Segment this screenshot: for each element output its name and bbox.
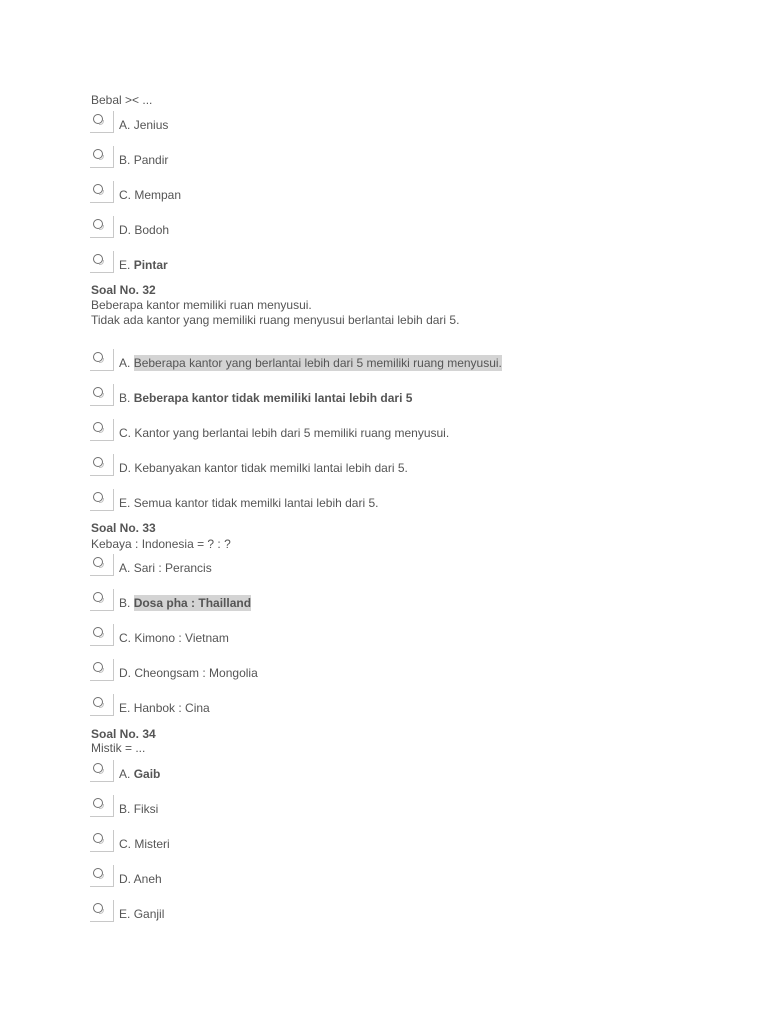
- option-text: Pandir: [133, 153, 169, 167]
- option-letter: B.: [119, 802, 131, 816]
- answer-option[interactable]: [90, 181, 690, 205]
- radio-circle-icon: [93, 557, 103, 567]
- radio-button[interactable]: [90, 659, 114, 681]
- radio-button[interactable]: [90, 760, 114, 782]
- question-prompt: Bebal >< ...: [91, 93, 153, 107]
- radio-circle-icon: [93, 184, 103, 194]
- radio-button[interactable]: [90, 111, 114, 133]
- option-text: Kantor yang berlantai lebih dari 5 memiliki ruang menyusui.: [134, 426, 450, 440]
- answer-option[interactable]: [90, 624, 690, 648]
- radio-circle-icon: [93, 149, 103, 159]
- radio-button[interactable]: [90, 900, 114, 922]
- radio-circle-icon: [93, 219, 103, 229]
- option-letter: E.: [119, 701, 131, 715]
- question-prompt: Mistik = ...: [91, 741, 146, 755]
- radio-button[interactable]: [90, 554, 114, 576]
- radio-button[interactable]: [90, 146, 114, 168]
- option-text: Kebanyakan kantor tidak memilki lantai lebih dari 5.: [134, 461, 408, 475]
- radio-circle-icon: [93, 627, 103, 637]
- option-text: Gaib: [133, 767, 161, 781]
- option-text: Aneh: [133, 872, 162, 886]
- option-letter: E.: [119, 258, 131, 272]
- answer-option[interactable]: [90, 384, 690, 408]
- radio-button[interactable]: [90, 795, 114, 817]
- question-prompt-line-1: Beberapa kantor memiliki ruan menyusui.: [91, 298, 312, 312]
- option-letter: D.: [119, 666, 131, 680]
- answer-option[interactable]: [90, 489, 690, 513]
- option-text: Sari : Perancis: [133, 561, 212, 575]
- radio-button[interactable]: [90, 489, 114, 511]
- answer-option[interactable]: [90, 865, 690, 889]
- radio-button[interactable]: [90, 589, 114, 611]
- radio-circle-icon: [93, 352, 103, 362]
- question-heading: Soal No. 33: [91, 521, 156, 535]
- radio-circle-icon: [93, 492, 103, 502]
- radio-button[interactable]: [90, 216, 114, 238]
- radio-circle-icon: [93, 422, 103, 432]
- option-letter: D.: [119, 872, 131, 886]
- radio-button[interactable]: [90, 419, 114, 441]
- option-letter: A.: [119, 356, 131, 370]
- option-letter: C.: [119, 631, 131, 645]
- radio-circle-icon: [93, 254, 103, 264]
- radio-button[interactable]: [90, 349, 114, 371]
- question-prompt-line-2: Tidak ada kantor yang memiliki ruang menyusui berlantai lebih dari 5.: [91, 313, 460, 327]
- option-text: Misteri: [134, 837, 170, 851]
- answer-option[interactable]: [90, 659, 690, 683]
- option-text: Semua kantor tidak memilki lantai lebih dari 5.: [133, 496, 379, 510]
- answer-option[interactable]: [90, 111, 690, 135]
- option-letter: C.: [119, 188, 131, 202]
- radio-circle-icon: [93, 662, 103, 672]
- option-text: Fiksi: [133, 802, 159, 816]
- option-letter: C.: [119, 837, 131, 851]
- radio-button[interactable]: [90, 624, 114, 646]
- option-letter: C.: [119, 426, 131, 440]
- answer-option[interactable]: [90, 216, 690, 240]
- radio-circle-icon: [93, 763, 103, 773]
- question-heading: Soal No. 34: [91, 727, 156, 741]
- answer-option[interactable]: [90, 454, 690, 478]
- radio-button[interactable]: [90, 694, 114, 716]
- radio-button[interactable]: [90, 251, 114, 273]
- option-letter: E.: [119, 907, 131, 921]
- option-text: Kimono : Vietnam: [134, 631, 229, 645]
- option-text: Cheongsam : Mongolia: [134, 666, 258, 680]
- answer-option[interactable]: [90, 830, 690, 854]
- radio-circle-icon: [93, 903, 103, 913]
- radio-circle-icon: [93, 798, 103, 808]
- answer-option[interactable]: [90, 146, 690, 170]
- answer-option[interactable]: [90, 554, 690, 578]
- option-text: Bodoh: [134, 223, 170, 237]
- radio-button[interactable]: [90, 181, 114, 203]
- radio-circle-icon: [93, 457, 103, 467]
- radio-circle-icon: [93, 592, 103, 602]
- answer-option[interactable]: [90, 419, 690, 443]
- option-letter: B.: [119, 153, 131, 167]
- option-letter: B.: [119, 391, 131, 405]
- radio-circle-icon: [93, 114, 103, 124]
- option-letter: A.: [119, 767, 131, 781]
- option-letter: D.: [119, 223, 131, 237]
- answer-option[interactable]: [90, 589, 690, 613]
- option-text: Ganjil: [133, 907, 165, 921]
- option-text: Dosa pha : Thailland: [133, 596, 252, 610]
- answer-option[interactable]: [90, 694, 690, 718]
- option-text: Beberapa kantor yang berlantai lebih dari 5 memiliki ruang menyusui.: [133, 356, 502, 370]
- answer-option[interactable]: [90, 349, 690, 373]
- option-letter: D.: [119, 461, 131, 475]
- answer-option[interactable]: [90, 795, 690, 819]
- radio-button[interactable]: [90, 454, 114, 476]
- radio-circle-icon: [93, 868, 103, 878]
- option-letter: A.: [119, 561, 131, 575]
- option-text: Jenius: [133, 118, 169, 132]
- answer-option[interactable]: [90, 760, 690, 784]
- option-text: Mempan: [134, 188, 182, 202]
- radio-circle-icon: [93, 697, 103, 707]
- option-letter: B.: [119, 596, 131, 610]
- option-text: Pintar: [133, 258, 168, 272]
- option-text: Beberapa kantor tidak memiliki lantai lebih dari 5: [133, 391, 413, 405]
- option-letter: A.: [119, 118, 131, 132]
- radio-circle-icon: [93, 833, 103, 843]
- radio-circle-icon: [93, 387, 103, 397]
- question-prompt: Kebaya : Indonesia = ? : ?: [91, 537, 231, 551]
- answer-option[interactable]: [90, 251, 690, 275]
- radio-button[interactable]: [90, 865, 114, 887]
- answer-option[interactable]: [90, 900, 690, 924]
- radio-button[interactable]: [90, 830, 114, 852]
- option-text: Hanbok : Cina: [133, 701, 210, 715]
- option-letter: E.: [119, 496, 131, 510]
- question-heading: Soal No. 32: [91, 283, 156, 297]
- radio-button[interactable]: [90, 384, 114, 406]
